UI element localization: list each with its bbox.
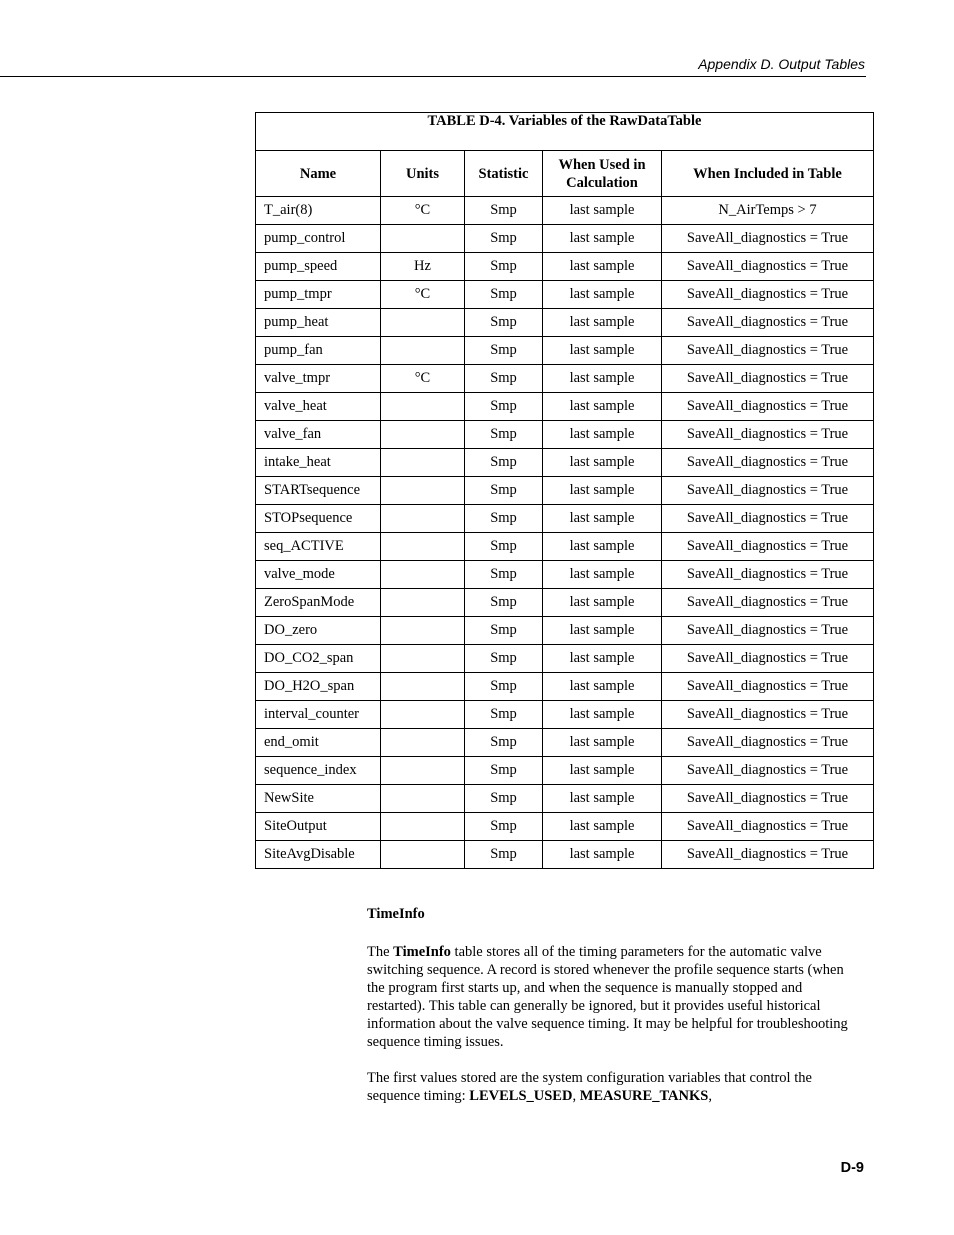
cell-statistic: Smp [465, 813, 543, 841]
table-row [256, 841, 874, 869]
para-text: , [708, 1088, 712, 1104]
cell-when-used: last sample [543, 197, 662, 225]
table-row [256, 225, 874, 253]
cell-when-used: last sample [543, 253, 662, 281]
cell-when-included: N_AirTemps > 7 [662, 197, 874, 225]
table-row [256, 337, 874, 365]
cell-units [381, 785, 465, 813]
cell-name: DO_CO2_span [256, 645, 381, 673]
cell-statistic: Smp [465, 617, 543, 645]
cell-statistic: Smp [465, 421, 543, 449]
cell-when-included: SaveAll_diagnostics = True [662, 813, 874, 841]
table-row [256, 197, 874, 225]
cell-units [381, 813, 465, 841]
cell-units [381, 393, 465, 421]
cell-when-included: SaveAll_diagnostics = True [662, 589, 874, 617]
table-row [256, 645, 874, 673]
cell-when-used: last sample [543, 365, 662, 393]
cell-when-used: last sample [543, 729, 662, 757]
cell-when-used: last sample [543, 757, 662, 785]
para-text: The first values stored are the system configuration variables that control the sequence timing: [367, 1070, 812, 1104]
cell-units: Hz [381, 253, 465, 281]
cell-when-used: last sample [543, 589, 662, 617]
para-bold-term: LEVELS_USED [469, 1088, 573, 1104]
cell-name: end_omit [256, 729, 381, 757]
cell-name: STARTsequence [256, 477, 381, 505]
cell-name: ZeroSpanMode [256, 589, 381, 617]
cell-when-used: last sample [543, 449, 662, 477]
cell-name: valve_fan [256, 421, 381, 449]
table-header-row [256, 151, 874, 197]
cell-statistic: Smp [465, 197, 543, 225]
table-row [256, 309, 874, 337]
cell-when-included: SaveAll_diagnostics = True [662, 365, 874, 393]
table-row [256, 617, 874, 645]
table-row [256, 729, 874, 757]
cell-statistic: Smp [465, 673, 543, 701]
cell-when-included: SaveAll_diagnostics = True [662, 785, 874, 813]
paragraph-configuration-variables [367, 1069, 862, 1105]
cell-statistic: Smp [465, 729, 543, 757]
section-title: TimeInfo [367, 906, 425, 922]
cell-units [381, 533, 465, 561]
cell-name: sequence_index [256, 757, 381, 785]
cell-when-included: SaveAll_diagnostics = True [662, 421, 874, 449]
cell-when-used: last sample [543, 673, 662, 701]
table-row [256, 421, 874, 449]
table-row [256, 813, 874, 841]
table-row [256, 561, 874, 589]
cell-name: seq_ACTIVE [256, 533, 381, 561]
cell-name: SiteAvgDisable [256, 841, 381, 869]
table-row [256, 281, 874, 309]
cell-units [381, 421, 465, 449]
cell-when-included: SaveAll_diagnostics = True [662, 449, 874, 477]
page-number: D-9 [840, 1160, 864, 1176]
cell-when-included: SaveAll_diagnostics = True [662, 617, 874, 645]
cell-when-used: last sample [543, 505, 662, 533]
running-header: Appendix D. Output Tables [698, 56, 865, 72]
cell-when-used: last sample [543, 393, 662, 421]
table-row [256, 365, 874, 393]
cell-units [381, 729, 465, 757]
para-text: The [367, 944, 394, 960]
cell-when-used: last sample [543, 225, 662, 253]
cell-units: °C [381, 197, 465, 225]
cell-when-included: SaveAll_diagnostics = True [662, 673, 874, 701]
cell-name: pump_fan [256, 337, 381, 365]
table-row [256, 701, 874, 729]
cell-statistic: Smp [465, 365, 543, 393]
cell-units [381, 561, 465, 589]
cell-statistic: Smp [465, 533, 543, 561]
cell-when-included: SaveAll_diagnostics = True [662, 645, 874, 673]
cell-when-used: last sample [543, 477, 662, 505]
cell-when-included: SaveAll_diagnostics = True [662, 701, 874, 729]
cell-name: pump_control [256, 225, 381, 253]
cell-statistic: Smp [465, 561, 543, 589]
cell-statistic: Smp [465, 785, 543, 813]
table-title-row [256, 113, 874, 151]
cell-units [381, 673, 465, 701]
cell-name: STOPsequence [256, 505, 381, 533]
cell-units [381, 757, 465, 785]
cell-units: °C [381, 365, 465, 393]
cell-when-included: SaveAll_diagnostics = True [662, 841, 874, 869]
cell-statistic: Smp [465, 645, 543, 673]
table-title: TABLE D-4. Variables of the RawDataTable [256, 113, 874, 151]
cell-when-used: last sample [543, 421, 662, 449]
cell-when-included: SaveAll_diagnostics = True [662, 309, 874, 337]
cell-when-included: SaveAll_diagnostics = True [662, 225, 874, 253]
table-row [256, 505, 874, 533]
cell-statistic: Smp [465, 449, 543, 477]
para-bold-term: TimeInfo [393, 944, 451, 960]
table-row [256, 253, 874, 281]
cell-when-used: last sample [543, 841, 662, 869]
cell-statistic: Smp [465, 253, 543, 281]
column-header-statistic: Statistic [465, 151, 543, 197]
cell-when-included: SaveAll_diagnostics = True [662, 533, 874, 561]
cell-name: pump_speed [256, 253, 381, 281]
cell-when-included: SaveAll_diagnostics = True [662, 757, 874, 785]
para-text: table stores all of the timing parameters for the automatic valve switching sequence. A record is stored whenever the profile sequence starts (when the program first starts up, and when the sequence is manually stopped and restarted). This table can generally be ignored, but it provides useful historical information about the valve sequence timing. It may be helpful for troubleshooting sequence timing issues. [367, 944, 848, 1050]
table-row [256, 785, 874, 813]
cell-units: °C [381, 281, 465, 309]
cell-units [381, 449, 465, 477]
cell-statistic: Smp [465, 505, 543, 533]
cell-name: pump_tmpr [256, 281, 381, 309]
cell-statistic: Smp [465, 337, 543, 365]
cell-name: SiteOutput [256, 813, 381, 841]
table-row [256, 393, 874, 421]
cell-units [381, 309, 465, 337]
cell-statistic: Smp [465, 589, 543, 617]
cell-when-included: SaveAll_diagnostics = True [662, 561, 874, 589]
para-text: , [572, 1088, 580, 1104]
table-row [256, 533, 874, 561]
cell-statistic: Smp [465, 701, 543, 729]
cell-when-used: last sample [543, 701, 662, 729]
table-row [256, 477, 874, 505]
cell-statistic: Smp [465, 477, 543, 505]
cell-name: DO_zero [256, 617, 381, 645]
para-bold-term: MEASURE_TANKS [579, 1088, 709, 1104]
cell-name: valve_mode [256, 561, 381, 589]
column-header-when-used: When Used in Calculation [543, 151, 662, 197]
table-row [256, 589, 874, 617]
cell-when-used: last sample [543, 561, 662, 589]
cell-when-used: last sample [543, 533, 662, 561]
table-row [256, 757, 874, 785]
cell-name: intake_heat [256, 449, 381, 477]
table-row [256, 449, 874, 477]
cell-when-used: last sample [543, 813, 662, 841]
cell-statistic: Smp [465, 757, 543, 785]
cell-name: valve_tmpr [256, 365, 381, 393]
cell-units [381, 477, 465, 505]
table-row [256, 673, 874, 701]
cell-when-used: last sample [543, 645, 662, 673]
cell-name: pump_heat [256, 309, 381, 337]
cell-when-used: last sample [543, 281, 662, 309]
cell-units [381, 617, 465, 645]
cell-when-included: SaveAll_diagnostics = True [662, 393, 874, 421]
cell-when-used: last sample [543, 785, 662, 813]
header-rule [0, 76, 866, 77]
paragraph-timeinfo-description [367, 943, 862, 1051]
cell-name: NewSite [256, 785, 381, 813]
cell-statistic: Smp [465, 225, 543, 253]
cell-units [381, 589, 465, 617]
cell-name: valve_heat [256, 393, 381, 421]
column-header-when-included: When Included in Table [662, 151, 874, 197]
cell-name: DO_H2O_span [256, 673, 381, 701]
cell-statistic: Smp [465, 309, 543, 337]
column-header-units: Units [381, 151, 465, 197]
cell-when-used: last sample [543, 337, 662, 365]
cell-name: T_air(8) [256, 197, 381, 225]
column-header-name: Name [256, 151, 381, 197]
cell-when-used: last sample [543, 309, 662, 337]
cell-when-included: SaveAll_diagnostics = True [662, 337, 874, 365]
cell-when-included: SaveAll_diagnostics = True [662, 281, 874, 309]
cell-statistic: Smp [465, 841, 543, 869]
cell-when-used: last sample [543, 617, 662, 645]
cell-name: interval_counter [256, 701, 381, 729]
cell-units [381, 841, 465, 869]
cell-when-included: SaveAll_diagnostics = True [662, 477, 874, 505]
cell-when-included: SaveAll_diagnostics = True [662, 505, 874, 533]
cell-units [381, 337, 465, 365]
cell-when-included: SaveAll_diagnostics = True [662, 253, 874, 281]
cell-statistic: Smp [465, 281, 543, 309]
cell-units [381, 645, 465, 673]
cell-units [381, 505, 465, 533]
cell-statistic: Smp [465, 393, 543, 421]
cell-units [381, 225, 465, 253]
cell-when-included: SaveAll_diagnostics = True [662, 729, 874, 757]
variables-table [255, 112, 874, 869]
cell-units [381, 701, 465, 729]
